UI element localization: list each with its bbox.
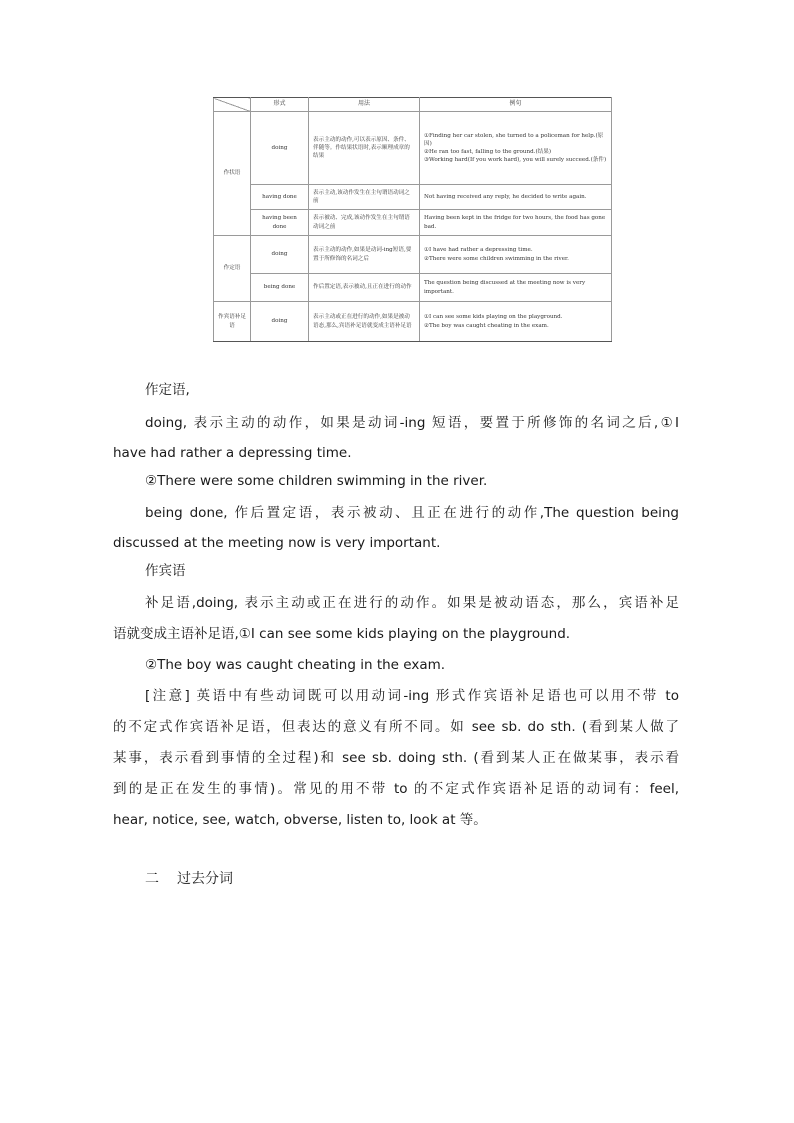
category-adverbial: 作状语 (214, 112, 251, 236)
form-cell: doing (251, 302, 309, 342)
example-line: ②There were some children swimming in the river. (424, 255, 569, 262)
example-cell (420, 302, 612, 342)
table-row (214, 274, 612, 302)
note-line-2: 的不定式作宾语补足语，但表达的意义有所不同。如 see sb. do sth. (看到某人做了 (113, 719, 679, 735)
form-cell: having done (251, 185, 309, 210)
form-cell: having been done (251, 210, 309, 236)
example-line: ①I have had rather a depressing time. (424, 247, 533, 254)
usage-cell: 表示主动的动作,如果是动词-ing短语,要置于所修饰的名词之后 (309, 236, 420, 274)
header-example: 例句 (420, 98, 612, 112)
table-corner-cell (214, 98, 251, 112)
example-cell: Having been kept in the fridge for two hours, the food has gone bad. (420, 210, 612, 236)
header-form: 形式 (251, 98, 309, 112)
table-row (214, 185, 612, 210)
category-object-complement: 作宾语补足语 (214, 302, 251, 342)
example-cell (420, 112, 612, 185)
table-row (214, 112, 612, 185)
table-header-row (214, 98, 612, 112)
section-title: 过去分词 (177, 871, 233, 887)
paragraph-being-done-line1: being done, 作后置定语，表示被动、且正在进行的动作,The question being (145, 505, 679, 521)
example-line: ②He ran too fast, falling to the ground.(结果) (424, 149, 552, 155)
paragraph-complement-line2: 语就变成主语补足语,①I can see some kids playing on the playground. (113, 626, 571, 642)
table-row (214, 236, 612, 274)
paragraph-example-exam: ②The boy was caught cheating in the exam. (145, 657, 446, 673)
section-heading (145, 868, 233, 888)
usage-cell: 表示主动,该动作发生在主句谓语动词之前 (309, 185, 420, 210)
usage-cell: 作后置定语,表示被动,且正在进行的动作 (309, 274, 420, 302)
example-line: ①I can see some kids playing on the playground. (424, 314, 563, 321)
usage-cell: 表示主动的动作,可以表示原因、条件、伴随等。作结果状语时,表示顺理成章的结果 (309, 112, 420, 185)
form-cell: doing (251, 236, 309, 274)
example-line: ②The boy was caught cheating in the exam. (424, 322, 549, 329)
paragraph-complement-line1: 补足语,doing, 表示主动或正在进行的动作。如果是被动语态，那么，宾语补足 (145, 595, 679, 611)
note-line-4: 到的是正在发生的事情)。常见的用不带 to 的不定式作宾语补足语的动词有：feel, (113, 781, 679, 797)
note-line-5: hear, notice, see, watch, obverse, listen to, look at 等。 (113, 812, 487, 828)
paragraph-attributive-heading: 作定语, (145, 382, 190, 398)
table-row (214, 302, 612, 342)
paragraph-being-done-line2: discussed at the meeting now is very important. (113, 535, 441, 551)
example-cell: Not having received any reply, he decided to write again. (420, 185, 612, 210)
grammar-table-wrapper (213, 97, 611, 342)
usage-cell: 表示主动或正在进行的动作,如果是被动语态,那么,宾语补足语就变成主语补足语 (309, 302, 420, 342)
usage-cell: 表示被动、完成,该动作发生在主句谓语动词之前 (309, 210, 420, 236)
example-line: ③Working hard(If you work hard), you will surely succeed.(条件) (424, 157, 607, 164)
form-cell: doing (251, 112, 309, 185)
paragraph-doing-line1: doing, 表示主动的动作，如果是动词-ing 短语，要置于所修饰的名词之后,①I (145, 415, 679, 431)
grammar-table (213, 97, 612, 342)
example-cell (420, 236, 612, 274)
note-line-3: 某事，表示看到事情的全过程)和 see sb. doing sth. (看到某人正在做某事，表示看 (113, 750, 679, 766)
paragraph-example-river: ②There were some children swimming in the river. (145, 473, 488, 489)
paragraph-doing-line2: have had rather a depressing time. (113, 445, 352, 461)
example-line: ①Finding her car stolen, she turned to a policeman for help.(原因) (424, 132, 604, 147)
table-row (214, 210, 612, 236)
category-attributive: 作定语 (214, 236, 251, 302)
note-line-1: [注意] 英语中有些动词既可以用动词-ing 形式作宾语补足语也可以用不带 to (145, 688, 679, 704)
paragraph-object-heading: 作宾语 (145, 563, 186, 579)
header-usage: 用法 (309, 98, 420, 112)
example-cell: The question being discussed at the meeting now is very important. (420, 274, 612, 302)
form-cell: being done (251, 274, 309, 302)
section-number: 二 (145, 871, 159, 887)
